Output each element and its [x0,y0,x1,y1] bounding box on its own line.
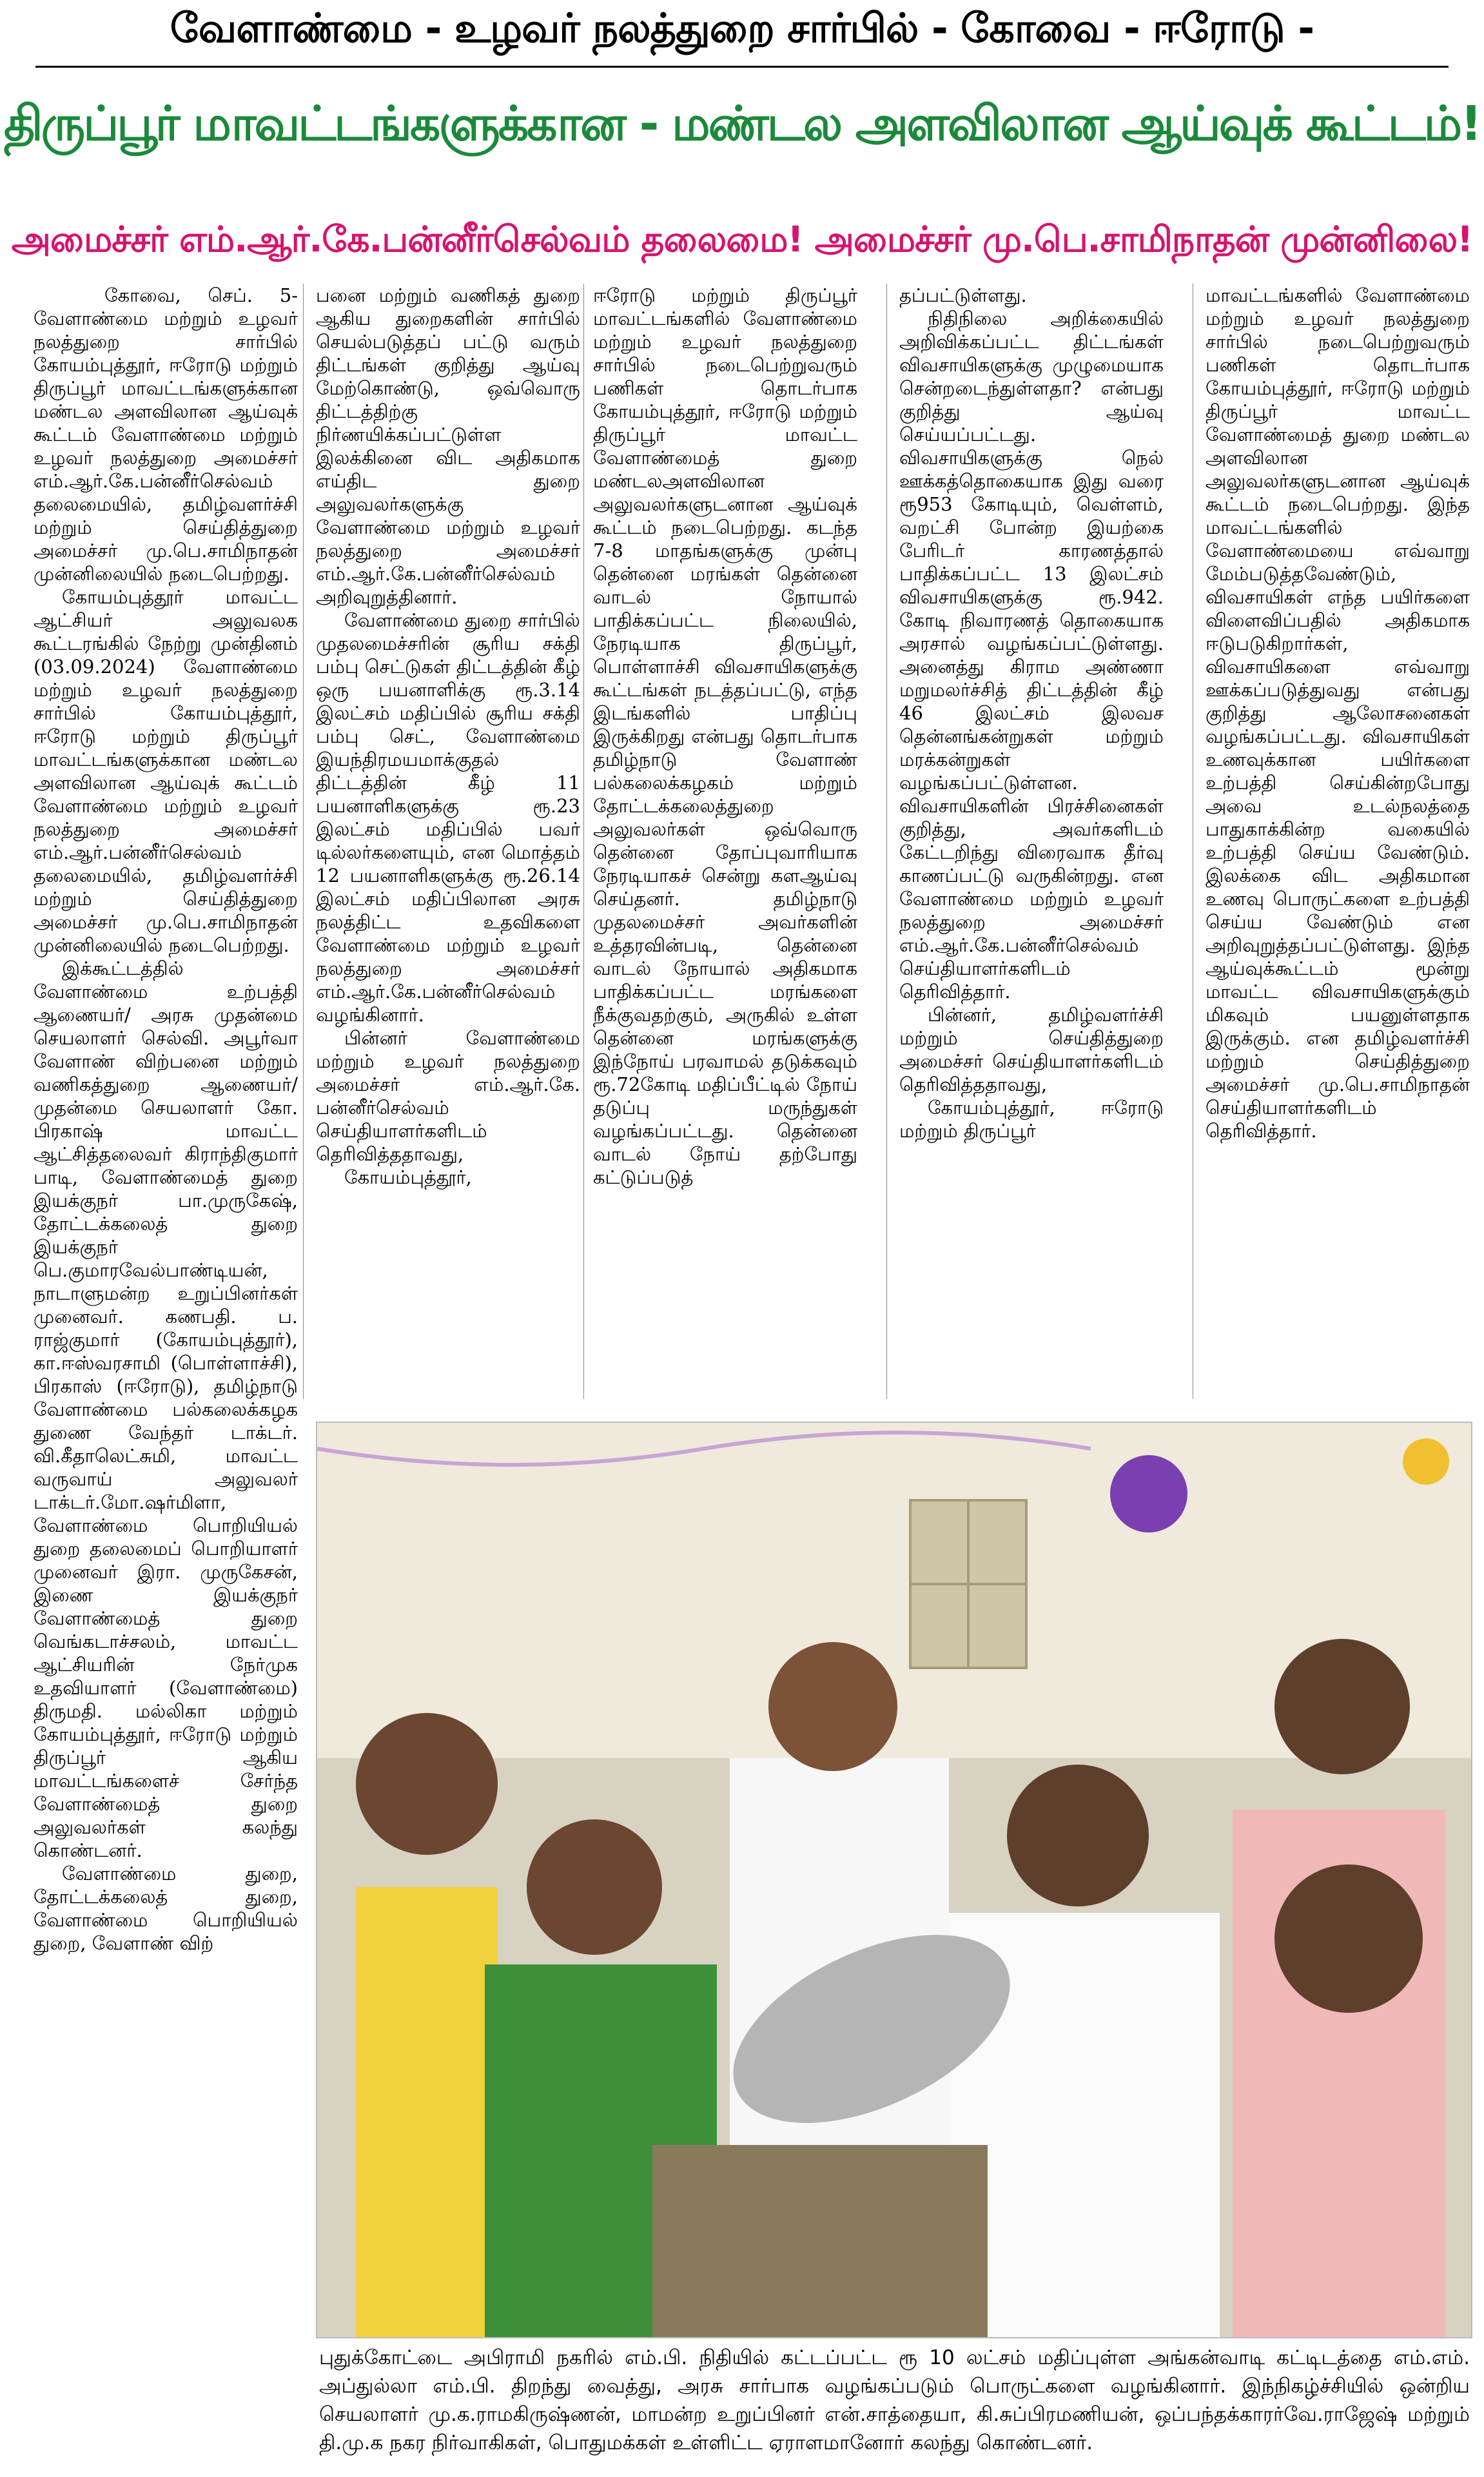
paragraph: இக்கூட்டத்தில் வேளாண்மை உற்பத்தி ஆணையர்/ அரசு முதன்மை செயலாளர் செல்வி. அபூர்வா வேளாண் விற்பனை மற்றும் வணிகத்துறை ஆணையர்/ முதன்மை செயலாளர் கோ. பிரகாஷ் மாவட்ட ஆட்சித்தலைவர் கிராந்திகுமார் பாடி, வேளாண்மைத் துறை இயக்குநர் பா.முருகேஷ், தோட்டக்கலைத் துறை இயக்குநர் பெ.குமாரவேல்பாண்டியன், நாடாளுமன்ற உறுப்பினர்கள் முனைவர். கணபதி. ப. ராஜ்குமார் (கோயம்புத்தூர்), கா.ஈஸ்வரசாமி (பொள்ளாச்சி), பிரகாஸ் (ஈரோடு), தமிழ்நாடு வேளாண்மை பல்கலைக்கழக துணை வேந்தர் டாக்டர். வி.கீதாலெட்சுமி, மாவட்ட வருவாய் அலுவலர் டாக்டர்.மோ.ஷர்மிளா, வேளாண்மை பொறியியல் துறை தலைமைப் பொறியாளர் முனைவர் இரா. முருகேசன், இணை இயக்குநர் வேளாண்மைத் துறை வெங்கடாச்சலம், மாவட்ட ஆட்சியரின் நேர்முக உதவியாளர் (வேளாண்மை) திருமதி. மல்லிகா மற்றும் கோயம்புத்தூர், ஈரோடு மற்றும் திருப்பூர் ஆகிய மாவட்டங்களைச் சேர்ந்த வேளாண்மைத் துறை அலுவலர்கள் கலந்து கொண்டனர். [34,957,298,1861]
column-divider [583,284,584,1399]
news-photo [316,1422,1472,2338]
paragraph: ஈரோடு மற்றும் திருப்பூர் மாவட்டங்களில் வேளாண்மை மற்றும் உழவர் நலத்துறை சார்பில் நடைபெற்றுவரும் பணிகள் தொடர்பாக கோயம்புத்தூர், ஈரோடு மற்றும் திருப்பூர் மாவட்ட வேளாண்மைத் துறை மண்டலஅளவிலான அலுவலர்களுடனான ஆய்வுக் கூட்டம் நடைபெற்றது. கடந்த 7-8 மாதங்களுக்கு முன்பு தென்னை மரங்கள் தென்னை வாடல் நோயால் பாதிக்கப்பட்ட நிலையில், நேரடியாக திருப்பூர், பொள்ளாச்சி விவசாயிகளுக்கு கூட்டங்கள் நடத்தப்பட்டு, எந்த இடங்களில் பாதிப்பு இருக்கிறது என்பது தொடர்பாக தமிழ்நாடு வேளாண் பல்கலைக்கழகம் மற்றும் தோட்டக்கலைத்துறை அலுவலர்கள் ஒவ்வொரு தென்னை தோப்புவாரியாக நேரடியாகச் சென்று களஆய்வு செய்தனர். தமிழ்நாடு முதலமைச்சர் அவர்களின் உத்தரவின்படி, தென்னை வாடல் நோயால் அதிகமாக பாதிக்கப்பட்ட மரங்களை நீக்குவதற்கும், அருகில் உள்ள தென்னை மரங்களுக்கு இந்நோய் பரவாமல் தடுக்கவும் ரூ.72கோடி மதிப்பீட்டில் நோய் தடுப்பு மருந்துகள் வழங்கப்பட்டது. தென்னை வாடல் நோய் தற்போது கட்டுப்படுத் [593,284,857,1188]
paragraph: கோயம்புத்தூர் மாவட்ட ஆட்சியர் அலுவலக கூட்டரங்கில் நேற்று முன்தினம் (03.09.2024) வேளாண்மை மற்றும் உழவர் நலத்துறை சார்பில் கோயம்புத்தூர், ஈரோடு மற்றும் திருப்பூர் மாவட்டங்களுக்கான மண்டல அளவிலான ஆய்வுக் கூட்டம் வேளாண்மை மற்றும் உழவர் நலத்துறை அமைச்சர் எம்.ஆர்.பன்னீர்செல்வம் தலைமையில், தமிழ்வளர்ச்சி மற்றும் செய்தித்துறை அமைச்சர் மு.பெ.சாமிநாதன் முன்னிலையில் நடைபெற்றது. [34,586,298,956]
photo-illustration [317,1423,1471,2337]
paragraph: கோயம்புத்தூர், [344,1166,472,1188]
column-divider [886,284,887,1399]
paragraph: பனை மற்றும் வணிகத் துறை ஆகிய துறைகளின் சார்பில் செயல்படுத்தப் பட்டு வரும் திட்டங்கள் குறித்து ஆய்வு மேற்கொண்டு, ஒவ்வொரு திட்டத்திற்கு நிர்ணயிக்கப்பட்டுள்ள இலக்கினை விட அதிகமாக எய்திட துறை அலுவலர்களுக்கு வேளாண்மை மற்றும் உழவர் நலத்துறை அமைச்சர் எம்.ஆர்.கே.பன்னீர்செல்வம் அறிவுறுத்தினார். [316,284,580,608]
kicker-line: வேளாண்மை - உழவர் நலத்துறை சார்பில் - கோவை - ஈரோடு - [170,5,1314,52]
column-divider [303,284,304,1399]
paragraph: வேளாண்மை துறை, தோட்டக்கலைத் துறை, வேளாண்மை பொறியியல் துறை, வேளாண் விற் [34,1863,298,1954]
subheadline: அமைச்சர் எம்.ஆர்.கே.பன்னீர்செல்வம் தலைமை! அமைச்சர் மு.பெ.சாமிநாதன் முன்னிலை! [11,219,1473,260]
article-column-2 [316,284,580,1399]
paragraph: கோயம்புத்தூர், ஈரோடு மற்றும் திருப்பூர் [899,1097,1164,1142]
article-column-5 [1206,284,1470,1399]
article-column-1 [34,284,298,2469]
paragraph: தப்பட்டுள்ளது. [899,284,1027,306]
paragraph: கோவை, செப். 5- வேளாண்மை மற்றும் உழவர் நலத்துறை சார்பில் கோயம்புத்தூர், ஈரோடு மற்றும் திருப்பூர் மாவட்டங்களுக்கான மண்டல அளவிலான ஆய்வுக் கூட்டம் வேளாண்மை மற்றும் உழவர் நலத்துறை அமைச்சர் எம்.ஆர்.கே.பன்னீர்செல்வம் தலைமையில், தமிழ்வளர்ச்சி மற்றும் செய்தித்துறை அமைச்சர் மு.பெ.சாமிநாதன் முன்னிலையில் நடைபெற்றது. [34,284,298,585]
article-column-4 [899,284,1164,1399]
photo-caption: புதுக்கோட்டை அபிராமி நகரில் எம்.பி. நிதியில் கட்டப்பட்ட ரூ 10 லட்சம் மதிப்புள்ள அங்கன்வாடி கட்டிடத்தை எம்.எம். அப்துல்லா எம்.பி. திறந்து வைத்து, அரசு சார்பாக வழங்கப்படும் பொருட்களை வழங்கினார். இந்நிகழ்ச்சியில் ஒன்றிய செயலாளர் மு.க.ராமகிருஷ்ணன், மாமன்ற உறுப்பினர் என்.சாத்தையா, கி.சுப்பிரமணியன், ஒப்பந்தக்காரர்வே.ராஜேஷ் மற்றும் தி.மு.க நகர நிர்வாகிகள், பொதுமக்கள் உள்ளிட்ட ஏராளமானோர் கலந்து கொண்டனர். [319,2346,1470,2454]
paragraph: பின்னர் வேளாண்மை மற்றும் உழவர் நலத்துறை அமைச்சர் எம்.ஆர்.கே. பன்னீர்செல்வம் செய்தியாளர்களிடம் தெரிவித்ததாவது, [316,1027,580,1165]
paragraph: மாவட்டங்களில் வேளாண்மை மற்றும் உழவர் நலத்துறை சார்பில் நடைபெற்றுவரும் பணிகள் தொடர்பாக கோயம்புத்தூர், ஈரோடு மற்றும் திருப்பூர் மாவட்ட வேளாண்மைத் துறை மண்டல அளவிலான அலுவலர்களுடனான ஆய்வுக் கூட்டம் நடைபெற்றது. இந்த மாவட்டங்களில் வேளாண்மையை எவ்வாறு மேம்படுத்தவேண்டும், விவசாயிகள் எந்த பயிர்களை விளைவிப்பதில் அதிகமாக ஈடுபடுகிறார்கள், விவசாயிகளை எவ்வாறு ஊக்கப்படுத்துவது என்பது குறித்து ஆலோசனைகள் வழங்கப்பட்டது. விவசாயிகள் உணவுக்கான பயிர்களை உற்பத்தி செய்கின்றபோது அவை உடல்நலத்தை பாதுகாக்கின்ற வகையில் உற்பத்தி செய்ய வேண்டும். இலக்கை விட அதிகமான உணவு பொருட்களை உற்பத்தி செய்ய வேண்டும் என அறிவுறுத்தப்பட்டுள்ளது. இந்த ஆய்வுக்கூட்டம் மூன்று மாவட்ட விவசாயிகளுக்கும் மிகவும் பயனுள்ளதாக இருக்கும். என தமிழ்வளர்ச்சி மற்றும் செய்தித்துறை அமைச்சர் மு.பெ.சாமிநாதன் செய்தியாளர்களிடம் தெரிவித்தார். [1206,284,1470,1142]
article-column-3 [593,284,857,1399]
kicker-rule [35,66,1449,68]
headline: திருப்பூர் மாவட்டங்களுக்கான - மண்டல அளவிலான ஆய்வுக் கூட்டம்! [4,96,1480,152]
paragraph: நிதிநிலை அறிக்கையில் அறிவிக்கப்பட்ட திட்டங்கள் விவசாயிகளுக்கு முழுமையாக சென்றடைந்துள்ளதா? என்பது குறித்து ஆய்வு செய்யப்பட்டது. விவசாயிகளுக்கு நெல் ஊக்கத்தொகையாக இது வரை ரூ953 கோடியும், வெள்ளம், வறட்சி போன்ற இயற்கை பேரிடர் காரணத்தால் பாதிக்கப்பட்ட 13 இலட்சம் விவசாயிகளுக்கு ரூ.942. கோடி நிவாரணத் தொகையாக அரசால் வழங்கப்பட்டுள்ளது. அனைத்து கிராம அண்ணா மறுமலர்ச்சித் திட்டத்தின் கீழ் 46 இலட்சம் இலவச தென்னங்கன்றுகள் மற்றும் மரக்கன்றுகள் வழங்கப்பட்டுள்ளன. விவசாயிகளின் பிரச்சினைகள் குறித்து, அவர்களிடம் கேட்டறிந்து விரைவாக தீர்வு காணப்பட்டு வருகின்றது. என வேளாண்மை மற்றும் உழவர் நலத்துறை அமைச்சர் எம்.ஆர்.கே.பன்னீர்செல்வம் செய்தியாளர்களிடம் தெரிவித்தார். [899,308,1164,1003]
paragraph: பின்னர், தமிழ்வளர்ச்சி மற்றும் செய்தித்துறை அமைச்சர் செய்தியாளர்களிடம் தெரிவித்ததாவது, [899,1004,1164,1095]
paragraph: வேளாண்மை துறை சார்பில் முதலமைச்சரின் சூரிய சக்தி பம்பு செட்டுகள் திட்டத்தின் கீழ் ஒரு பயனாளிக்கு ரூ.3.14 இலட்சம் மதிப்பில் சூரிய சக்தி பம்பு செட், வேளாண்மை இயந்திரமயமாக்குதல் திட்டத்தின் கீழ் 11 பயனாளிகளுக்கு ரூ.23 இலட்சம் மதிப்பில் பவர் டில்லர்களையும், என மொத்தம் 12 பயனாளிகளுக்கு ரூ.26.14 இலட்சம் மதிப்பிலான அரசு நலத்திட்ட உதவிகளை வேளாண்மை மற்றும் உழவர் நலத்துறை அமைச்சர் எம்.ஆர்.கே.பன்னீர்செல்வம் வழங்கினார். [316,609,580,1026]
